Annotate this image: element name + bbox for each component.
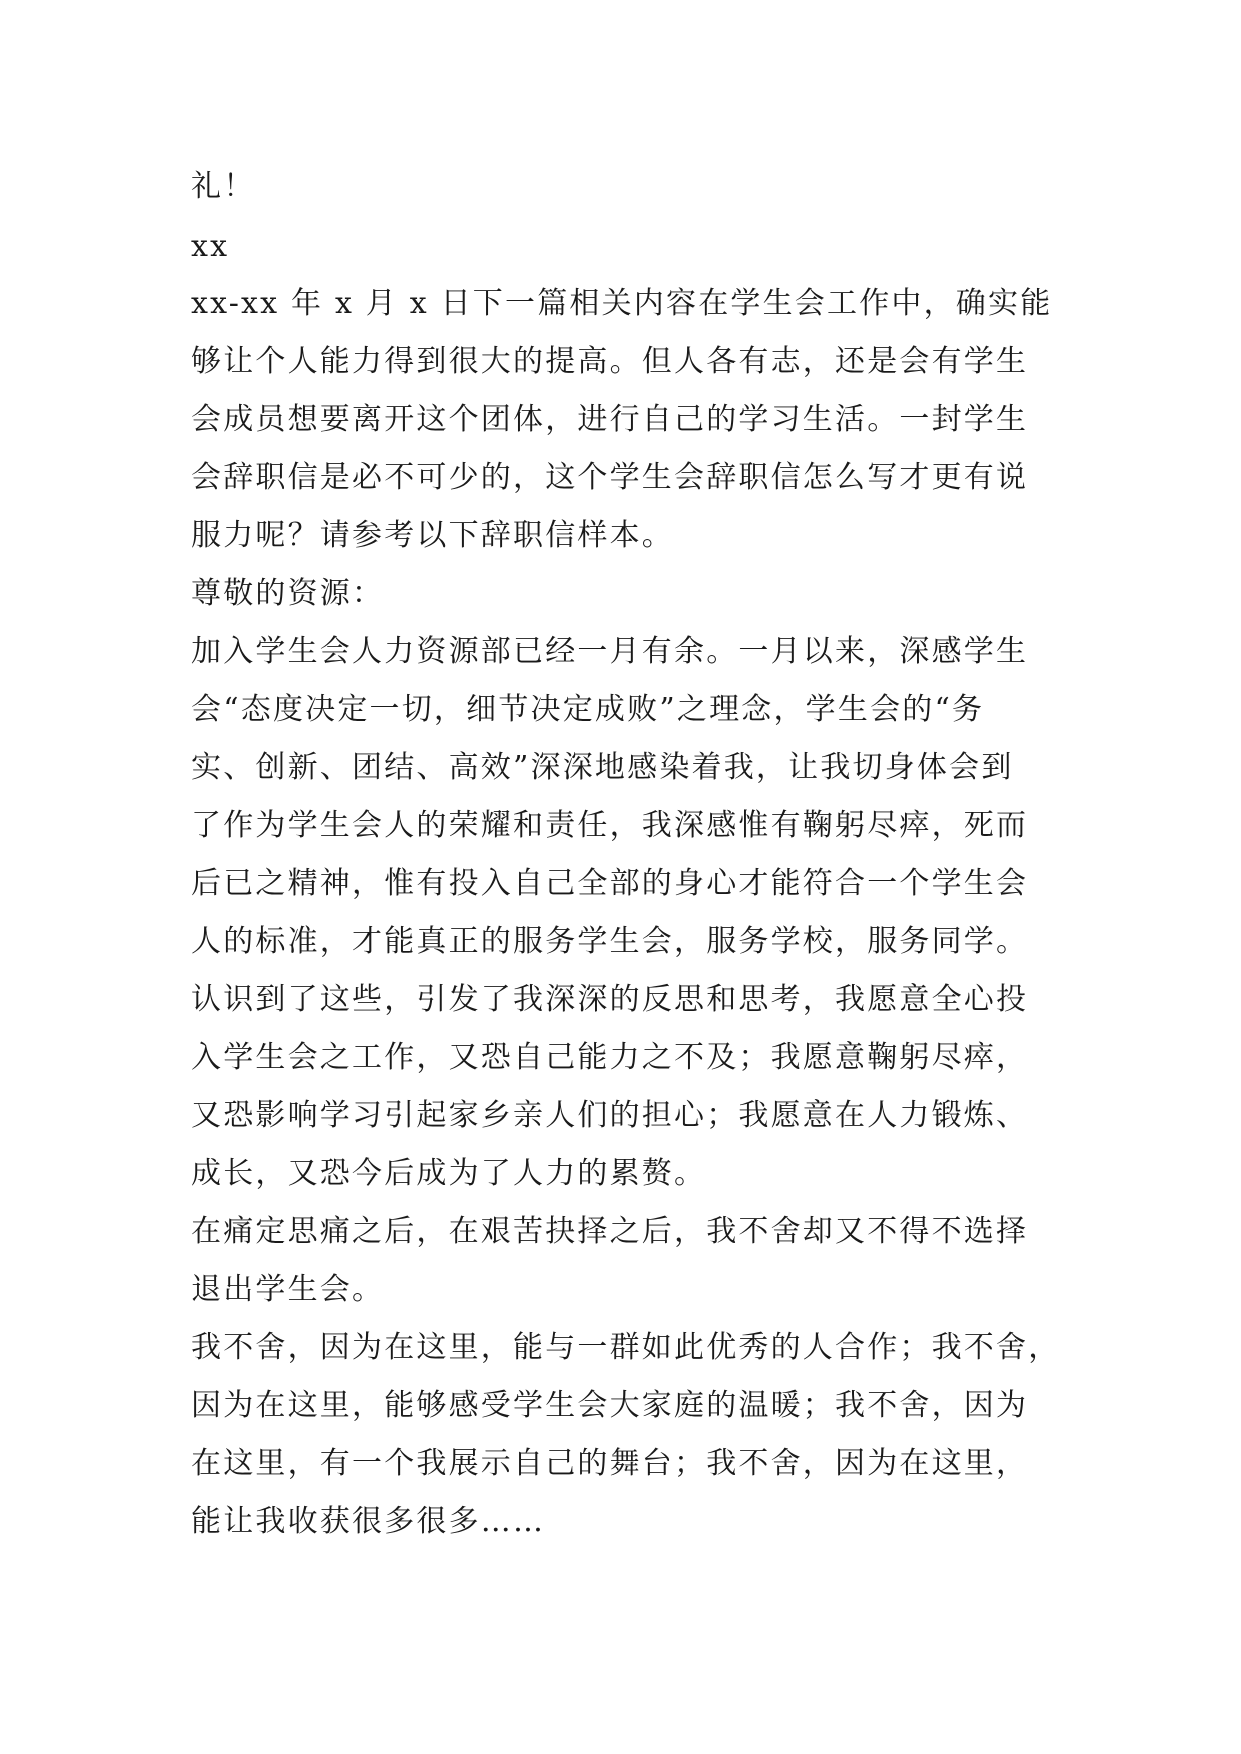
text-line: 退出学生会。	[191, 1272, 385, 1307]
text-line: 实、创新、团结、高效”深深地感染着我，让我切身体会到	[191, 750, 1014, 785]
text-line: xx-xx 年 x 月 x 日下一篇相关内容在学生会工作中，确实能	[191, 286, 1053, 321]
text-line: 认识到了这些，引发了我深深的反思和思考，我愿意全心投	[191, 982, 1029, 1017]
text-line: xx	[191, 229, 230, 264]
text-line: 成长，又恐今后成为了人力的累赘。	[191, 1156, 707, 1191]
text-line: 了作为学生会人的荣耀和责任，我深感惟有鞠躬尽瘁，死而	[191, 808, 1029, 843]
text-line: 会“态度决定一切，细节决定成败”之理念，学生会的“务	[191, 692, 985, 727]
text-line: 尊敬的资源：	[191, 576, 385, 611]
text-line: 礼！	[191, 169, 256, 204]
text-line: 在痛定思痛之后，在艰苦抉择之后，我不舍却又不得不选择	[191, 1214, 1029, 1249]
text-line: 入学生会之工作，又恐自己能力之不及；我愿意鞠躬尽瘁，	[191, 1040, 1029, 1075]
text-line: 能让我收获很多很多……	[191, 1504, 546, 1539]
text-line: 我不舍，因为在这里，能与一群如此优秀的人合作；我不舍，	[191, 1330, 1061, 1365]
text-line: 会成员想要离开这个团体，进行自己的学习生活。一封学生	[191, 402, 1029, 437]
text-line: 因为在这里，能够感受学生会大家庭的温暖；我不舍，因为	[191, 1388, 1029, 1423]
text-line: 在这里，有一个我展示自己的舞台；我不舍，因为在这里，	[191, 1446, 1029, 1481]
text-line: 加入学生会人力资源部已经一月有余。一月以来，深感学生	[191, 634, 1029, 669]
text-line: 又恐影响学习引起家乡亲人们的担心；我愿意在人力锻炼、	[191, 1098, 1029, 1133]
text-line: 服力呢？请参考以下辞职信样本。	[191, 518, 674, 553]
text-line: 人的标准，才能真正的服务学生会，服务学校，服务同学。	[191, 924, 1029, 959]
text-line: 会辞职信是必不可少的，这个学生会辞职信怎么写才更有说	[191, 460, 1029, 495]
text-line: 后已之精神，惟有投入自己全部的身心才能符合一个学生会	[191, 866, 1029, 901]
text-line: 够让个人能力得到很大的提高。但人各有志，还是会有学生	[191, 344, 1029, 379]
